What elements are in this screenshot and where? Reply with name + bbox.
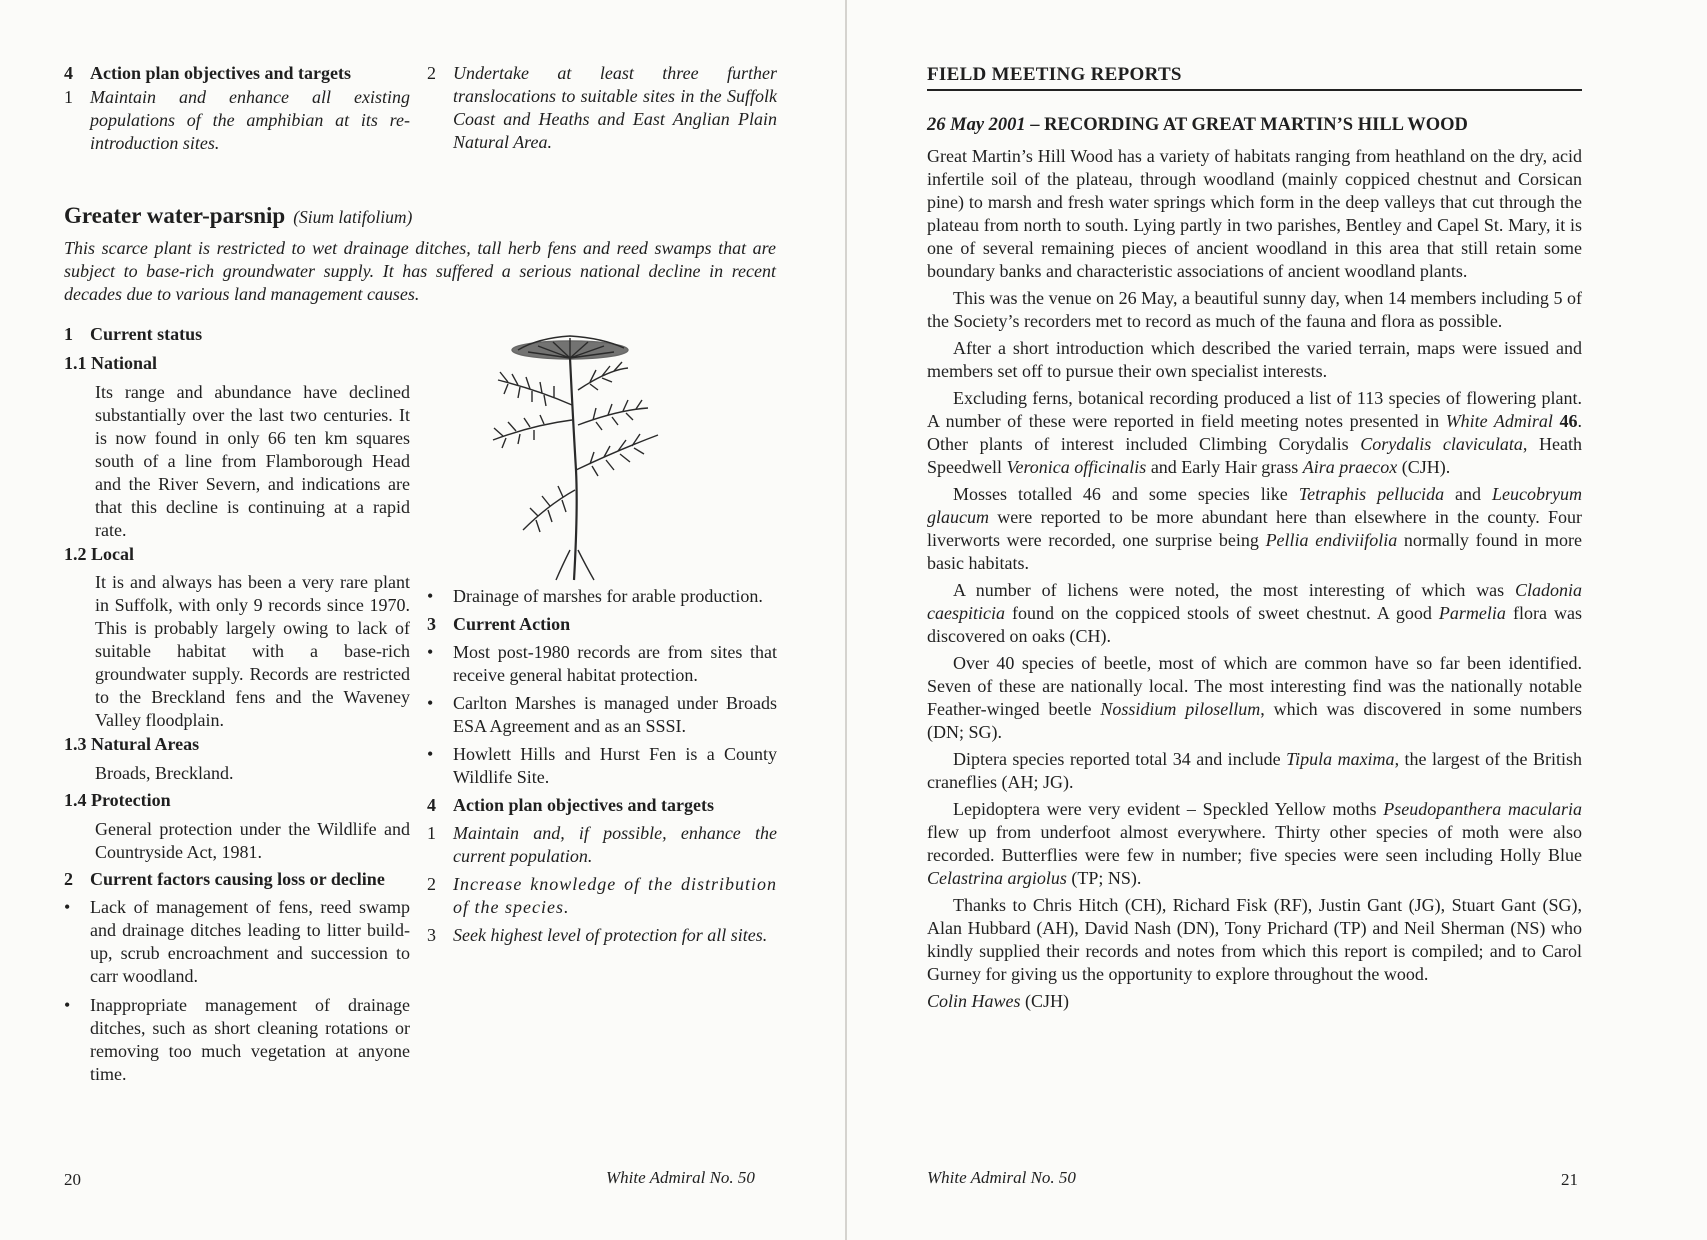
prev-action-item-2: 2 Undertake at least three further translocations to suitable sites in the Suffolk Coast and Heaths and East Anglian Plain Natural Area. [427, 63, 777, 152]
right-column [427, 585, 777, 947]
loss-factors-heading: 2 Current factors causing loss or decline [64, 869, 385, 889]
report-paragraph-4: Excluding ferns, botanical recording produced a list of 113 species of flowering plant. A number of these were reported in field meeting notes presented in White Admiral 46. Other plants of interest included Climbing Corydalis Corydalis claviculata, Heath Speedwell Veronica officinalis and Early Hair grass Aira praecox (CJH). [927, 388, 1582, 477]
plant-drawing [478, 330, 698, 585]
national-text: Its range and abundance have declined substantially over the last two centuries. It is now found in only 66 ten km squares south of a line from Flamborough Head and the River Severn, and indications are that this decline is continuing at a rapid rate. [95, 382, 410, 540]
right-page-number: 21 [1561, 1170, 1578, 1189]
species-title [64, 203, 784, 229]
current-status-heading: 1 Current status [64, 324, 203, 344]
right-footer: White Admiral No. 50 [927, 1168, 1076, 1187]
action-plan-heading: 4 Action plan objectives and targets [427, 795, 714, 815]
prev-action-heading: 4 Action plan objectives and targets [64, 63, 351, 83]
left-footer: White Admiral No. 50 [606, 1168, 755, 1187]
loss-factor-2: • Inappropriate management of drainage ditches, such as short cleaning rotations or removing too much vegetation at anyone time. [64, 995, 410, 1084]
natural-areas-heading: 1.3 Natural Areas [64, 734, 200, 754]
report-paragraph-1: Great Martin’s Hill Wood has a variety of habitats ranging from heathland on the dry, acid infertile soil of the plateau, through woodland (mainly coppiced chestnut and Corsican pine) to marsh and fresh water springs which form in the deep valleys that cut through the plateau from north to south. Lying partly in two parishes, Bentley and Capel St. Mary, it is one of several remaining pieces of ancient woodland in this area that still retain some boundary banks and characteristic associations of ancient woodland plants. [927, 146, 1582, 281]
species-intro: This scarce plant is restricted to wet drainage ditches, tall herb fens and reed swamps that are subject to base-rich groundwater supply. It has suffered a serious national decline in recent decades due to various land management causes. [64, 238, 776, 304]
report-paragraph-8: Diptera species reported total 34 and include Tipula maxima, the largest of the British craneflies (AH; JG). [927, 749, 1582, 792]
action-plan-item-1: 1 Maintain and, if possible, enhance the current population. [427, 823, 777, 866]
current-action-3: • Howlett Hills and Hurst Fen is a County Wildlife Site. [427, 744, 777, 787]
report-title [927, 115, 1582, 136]
section-header [927, 64, 1582, 91]
natural-areas-text: Broads, Breckland. [95, 763, 234, 783]
prev-action-plan [64, 62, 410, 155]
local-heading: 1.2 Local [64, 544, 134, 564]
species-latin-name: (Sium latifolium) [293, 207, 413, 227]
action-plan-item-2: 2 Increase knowledge of the distribution of the species. [427, 874, 777, 917]
current-action-heading: 3 Current Action [427, 614, 571, 634]
loss-factor-1: • Lack of management of fens, reed swamp and drainage ditches leading to litter build-up, scrub encroachment and succession to carr woodland. [64, 897, 410, 986]
current-action-2: • Carlton Marshes is managed under Broads ESA Agreement and as an SSSI. [427, 693, 777, 736]
report-author [927, 990, 1582, 1013]
prev-action-item-1: 1 Maintain and enhance all existing populations of the amphibian at its re-introduction sites. [64, 87, 410, 153]
water-parsnip-illustration [478, 330, 698, 585]
report-paragraph-7: Over 40 species of beetle, most of which are common have so far been identified. Seven of these are nationally local. The most interesting find was the nationally notable Feather-winged beetle Nossidium pilosellum, which was discovered in some numbers (DN; SG). [927, 653, 1582, 742]
report-paragraph-10: Thanks to Chris Hitch (CH), Richard Fisk (RF), Justin Gant (JG), Stuart Gant (SG), Alan Hubbard (AH), David Nash (DN), Tony Prichard (TP) and Neil Sherman (NS) who kindly supplied their records and notes from which this report is compiled; and to Carol Gurney for giving us the opportunity to explore throughout the wood. [927, 895, 1582, 984]
drainage-bullet: • Drainage of marshes for arable production. [427, 586, 763, 606]
local-text: It is and always has been a very rare plant in Suffolk, with only 9 records since 1970. This is probably largely owing to lack of suitable habitat with a base-rich groundwater supply. Records are restricted to the Breckland fens and the Waveney Valley floodplain. [95, 572, 410, 730]
protection-heading: 1.4 Protection [64, 790, 171, 810]
action-plan-item-3: 3 Seek highest level of protection for all sites. [427, 925, 768, 945]
left-page [0, 0, 847, 1240]
report-paragraph-6: A number of lichens were noted, the most interesting of which was Cladonia caespiticia found on the coppiced stools of sweet chestnut. A good Parmelia flora was discovered on oaks (CH). [927, 580, 1582, 646]
current-action-1: • Most post-1980 records are from sites that receive general habitat protection. [427, 642, 777, 685]
report-date: 26 May 2001 [927, 115, 1026, 135]
report-title-text: – RECORDING AT GREAT MARTIN’S HILL WOOD [1025, 115, 1468, 135]
protection-text: General protection under the Wildlife and Countryside Act, 1981. [95, 819, 410, 862]
left-page-number: 20 [64, 1170, 81, 1189]
report-paragraph-3: After a short introduction which described the varied terrain, maps were issued and members set off to pursue their own specialist interests. [927, 338, 1582, 381]
species-common-name: Greater water-parsnip [64, 203, 286, 228]
author-initials: (CJH) [1020, 991, 1070, 1011]
author-name: Colin Hawes [927, 991, 1021, 1011]
report-body [927, 145, 1582, 1013]
left-column [64, 323, 410, 1086]
report-paragraph-5: Mosses totalled 46 and some species like Tetraphis pellucida and Leucobryum glaucum were reported to be more abundant here than elsewhere in the county. Four liverworts were recorded, one surprise being Pellia endiviifolia normally found in more basic habitats. [927, 484, 1582, 573]
report-paragraph-2: This was the venue on 26 May, a beautiful sunny day, when 14 members including 5 of the Society’s recorders met to record as much of the fauna and flora as possible. [927, 288, 1582, 331]
right-page [847, 0, 1707, 1240]
section-header-title: FIELD MEETING REPORTS [927, 64, 1182, 85]
report-paragraph-9: Lepidoptera were very evident – Speckled Yellow moths Pseudopanthera macularia flew up from underfoot almost everywhere. Thirty other species of moth were also recorded. Butterflies were few in number; five species were seen including Holly Blue Celastrina argiolus (TP; NS). [927, 799, 1582, 888]
national-heading: 1.1 National [64, 353, 158, 373]
